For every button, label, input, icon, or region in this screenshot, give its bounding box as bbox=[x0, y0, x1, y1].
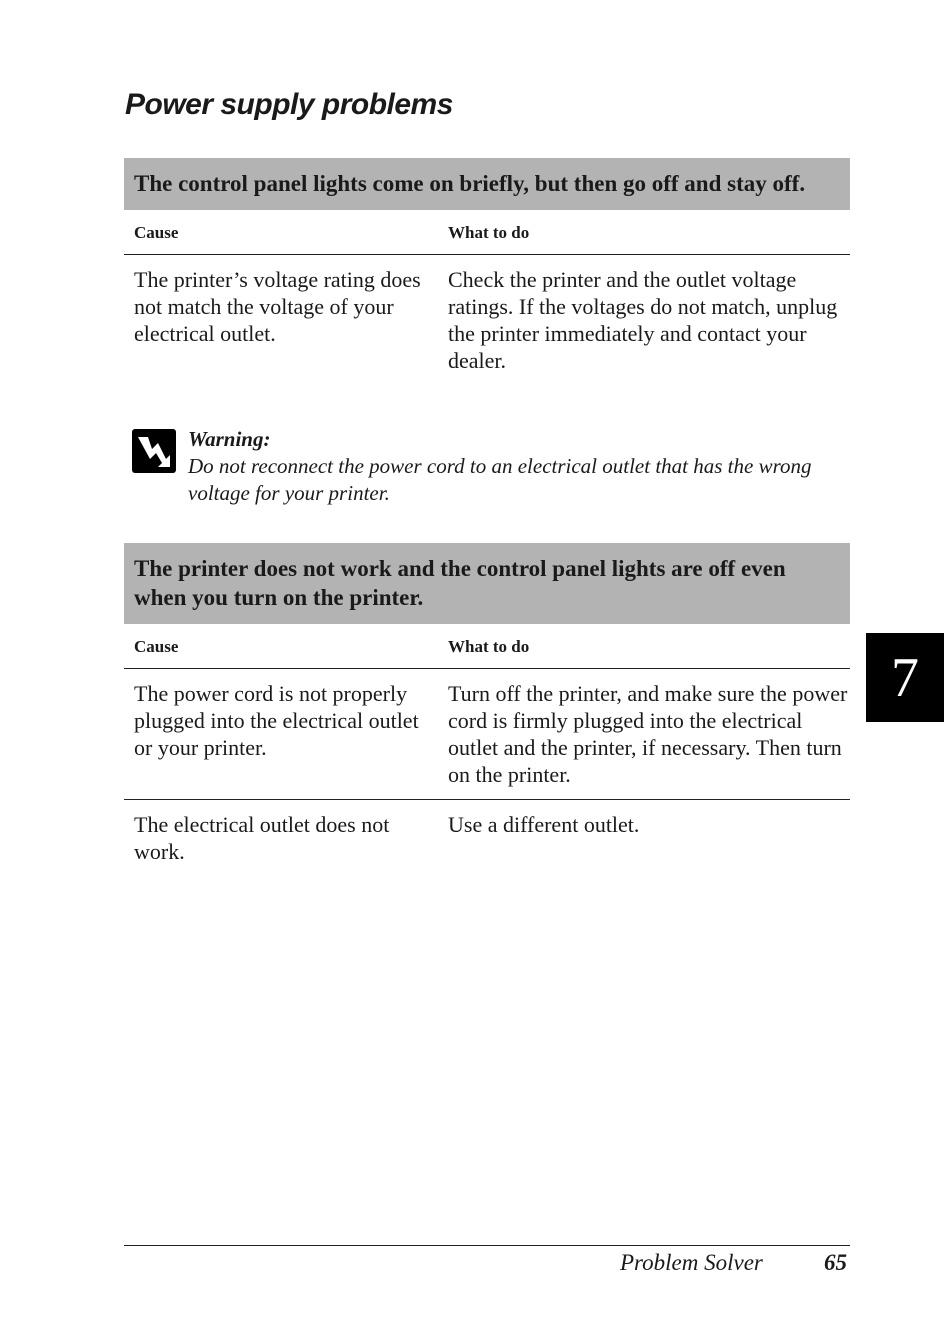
action-cell: Use a different outlet. bbox=[448, 812, 640, 837]
column-header-cause: Cause bbox=[134, 637, 179, 656]
warning-note bbox=[132, 426, 852, 507]
footer-page-number: 65 bbox=[824, 1250, 847, 1275]
action-cell: Check the printer and the outlet voltage ratings. If the voltages do not match, unplug the printer immediately and contact your dealer. bbox=[448, 267, 838, 373]
column-header-row bbox=[124, 210, 850, 255]
section-printer-not-working bbox=[124, 543, 850, 876]
warning-title: Warning: bbox=[188, 427, 271, 451]
column-header-cause: Cause bbox=[134, 223, 179, 242]
section-heading: The control panel lights come on briefly, but then go off and stay off. bbox=[124, 158, 850, 210]
chapter-tab: 7 bbox=[866, 633, 944, 722]
cause-cell: The power cord is not properly plugged into the electrical outlet or your printer. bbox=[134, 681, 419, 760]
footer-section-name: Problem Solver bbox=[620, 1250, 763, 1275]
table-row bbox=[124, 800, 850, 876]
section-heading: The printer does not work and the control panel lights are off even when you turn on the printer. bbox=[124, 543, 850, 624]
table-row bbox=[124, 255, 850, 385]
column-header-what-to-do: What to do bbox=[448, 637, 530, 656]
footer-rule bbox=[124, 1245, 850, 1246]
warning-lightning-icon bbox=[132, 429, 176, 473]
section-control-lights-off bbox=[124, 158, 850, 385]
warning-text: Do not reconnect the power cord to an electrical outlet that has the wrong voltage for your printer. bbox=[188, 454, 812, 505]
cause-cell: The printer’s voltage rating does not match the voltage of your electrical outlet. bbox=[134, 267, 421, 346]
page-title: Power supply problems bbox=[125, 88, 453, 121]
column-header-what-to-do: What to do bbox=[448, 223, 530, 242]
cause-cell: The electrical outlet does not work. bbox=[134, 812, 390, 864]
warning-body bbox=[188, 426, 852, 507]
table-row bbox=[124, 669, 850, 800]
action-cell: Turn off the printer, and make sure the power cord is firmly plugged into the electrical outlet and the printer, if necessary. Then turn on the printer. bbox=[448, 681, 848, 787]
column-header-row bbox=[124, 624, 850, 669]
